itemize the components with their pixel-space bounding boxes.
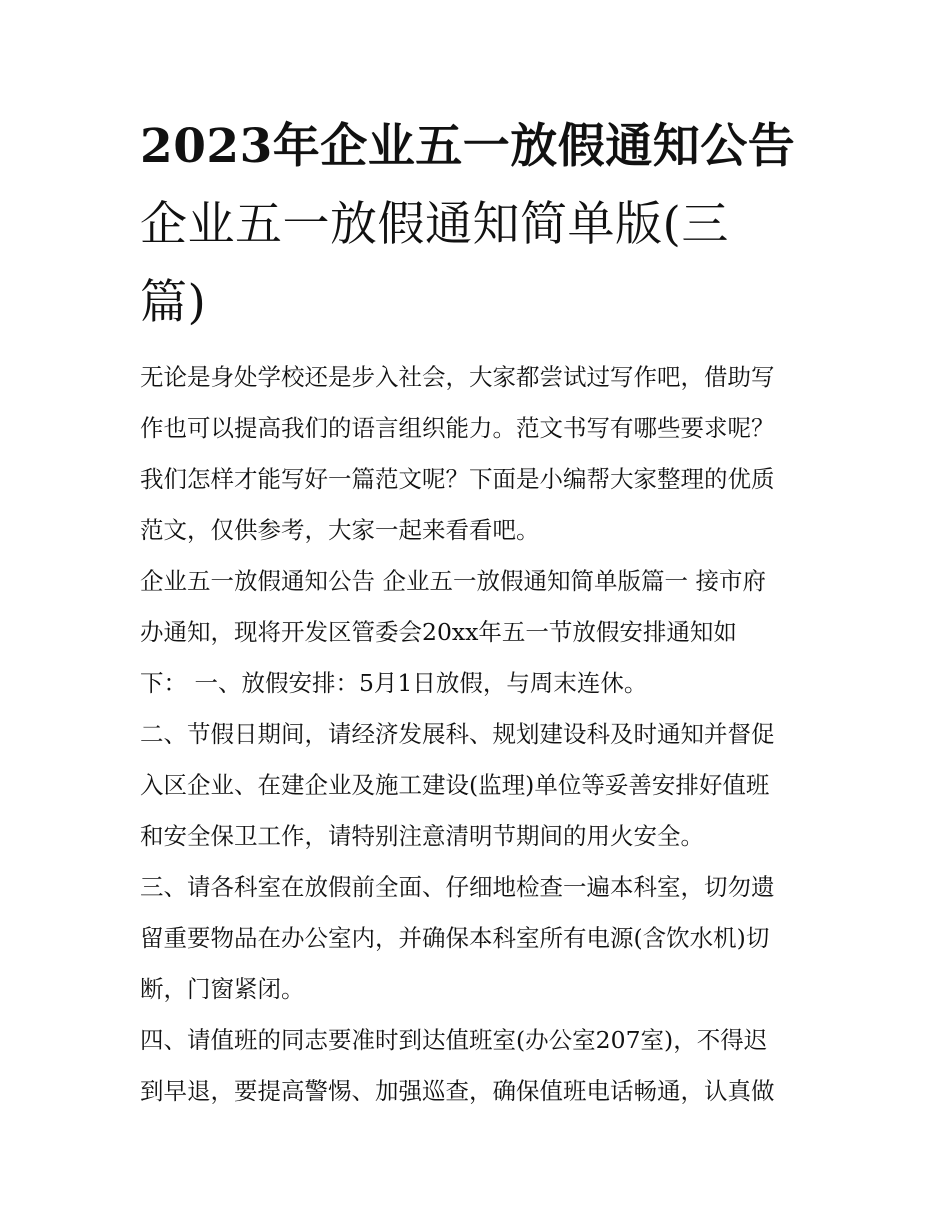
text-line: 我们怎样才能写好一篇范文呢？下面是小编帮大家整理的优质: [140, 465, 775, 493]
text-line: 作也可以提高我们的语言组织能力。范文书写有哪些要求呢？: [140, 414, 775, 442]
document-title: [140, 108, 815, 342]
title-line: 篇): [140, 275, 207, 330]
notice-paragraph-1: [140, 556, 815, 709]
text-line: 无论是身处学校还是步入社会，大家都尝试过写作吧，借助写: [140, 363, 775, 391]
title-line: 2023年企业五一放假通知公告: [140, 119, 796, 174]
intro-paragraph: [140, 352, 815, 556]
document-body: [140, 352, 815, 1117]
text-line: 下： 一、放假安排：5月1日放假，与周末连休。: [140, 669, 648, 697]
text-line: 范文，仅供参考，大家一起来看看吧。: [140, 516, 540, 544]
text-line: 留重要物品在办公室内，并确保本科室所有电源(含饮水机)切: [140, 924, 770, 952]
text-line: 二、节假日期间，请经济发展科、规划建设科及时通知并督促: [140, 720, 775, 748]
text-line: 四、请值班的同志要准时到达值班室(办公室207室)，不得迟: [140, 1026, 768, 1054]
notice-paragraph-3: [140, 862, 815, 1015]
text-line: 和安全保卫工作，请特别注意清明节期间的用火安全。: [140, 822, 704, 850]
title-line: 企业五一放假通知简单版(三: [140, 197, 729, 252]
text-line: 到早退，要提高警惕、加强巡查，确保值班电话畅通，认真做: [140, 1077, 775, 1105]
notice-paragraph-4: [140, 1015, 815, 1117]
text-line: 三、请各科室在放假前全面、仔细地检查一遍本科室，切勿遗: [140, 873, 775, 901]
text-line: 办通知，现将开发区管委会20xx年五一节放假安排通知如: [140, 618, 737, 646]
document-content: [140, 108, 815, 1117]
text-line: 断，门窗紧闭。: [140, 975, 305, 1003]
text-line: 入区企业、在建企业及施工建设(监理)单位等妥善安排好值班: [140, 771, 770, 799]
notice-paragraph-2: [140, 709, 815, 862]
text-line: 企业五一放假通知公告 企业五一放假通知简单版篇一 接市府: [140, 567, 766, 595]
